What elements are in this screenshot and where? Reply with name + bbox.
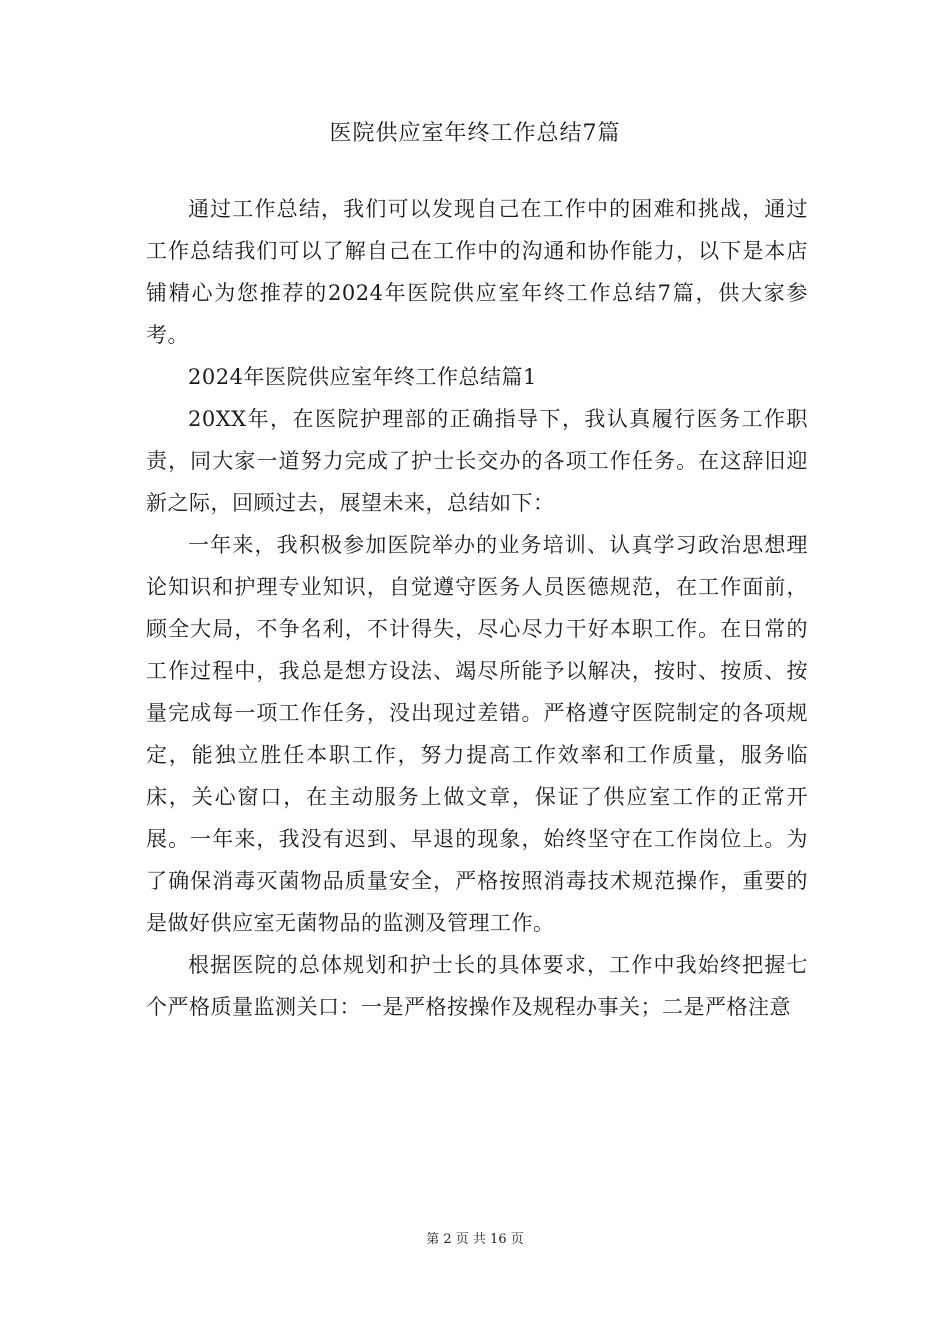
page-number-footer: 第 2 页 共 16 页: [426, 1232, 524, 1247]
document-title: 医院供应室年终工作总结7篇: [329, 121, 621, 146]
body-paragraph: 20XX年，在医院护理部的正确指导下，我认真履行医务工作职责，同大家一道努力完成了护士长交办的各项工作任务。在这辞旧迎新之际，回顾过去，展望未来，总结如下：: [146, 407, 808, 515]
section-heading: 2024年医院供应室年终工作总结篇1: [188, 365, 537, 389]
body-paragraph: 根据医院的总体规划和护士长的具体要求，工作中我始终把握七个严格质量监测关口：一是严格按操作及规程办事关；二是严格注意: [146, 953, 808, 1019]
intro-paragraph: 通过工作总结，我们可以发现自己在工作中的困难和挑战，通过工作总结我们可以了解自己在工作中的沟通和协作能力，以下是本店铺精心为您推荐的2024年医院供应室年终工作总结7篇，供大家参考。: [146, 197, 808, 347]
document-body: [146, 188, 808, 1028]
body-paragraph: 一年来，我积极参加医院举办的业务培训、认真学习政治思想理论知识和护理专业知识，自觉遵守医务人员医德规范，在工作面前，顾全大局，不争名利，不计得失，尽心尽力干好本职工作。在日常的工作过程中，我总是想方设法、竭尽所能予以解决，按时、按质、按量完成每一项工作任务，没出现过差错。严格遵守医院制定的各项规定，能独立胜任本职工作，努力提高工作效率和工作质量，服务临床，关心窗口，在主动服务上做文章，保证了供应室工作的正常开展。一年来，我没有迟到、早退的现象，始终坚守在工作岗位上。为了确保消毒灭菌物品质量安全，严格按照消毒技术规范操作，重要的是做好供应室无菌物品的监测及管理工作。: [146, 533, 808, 935]
